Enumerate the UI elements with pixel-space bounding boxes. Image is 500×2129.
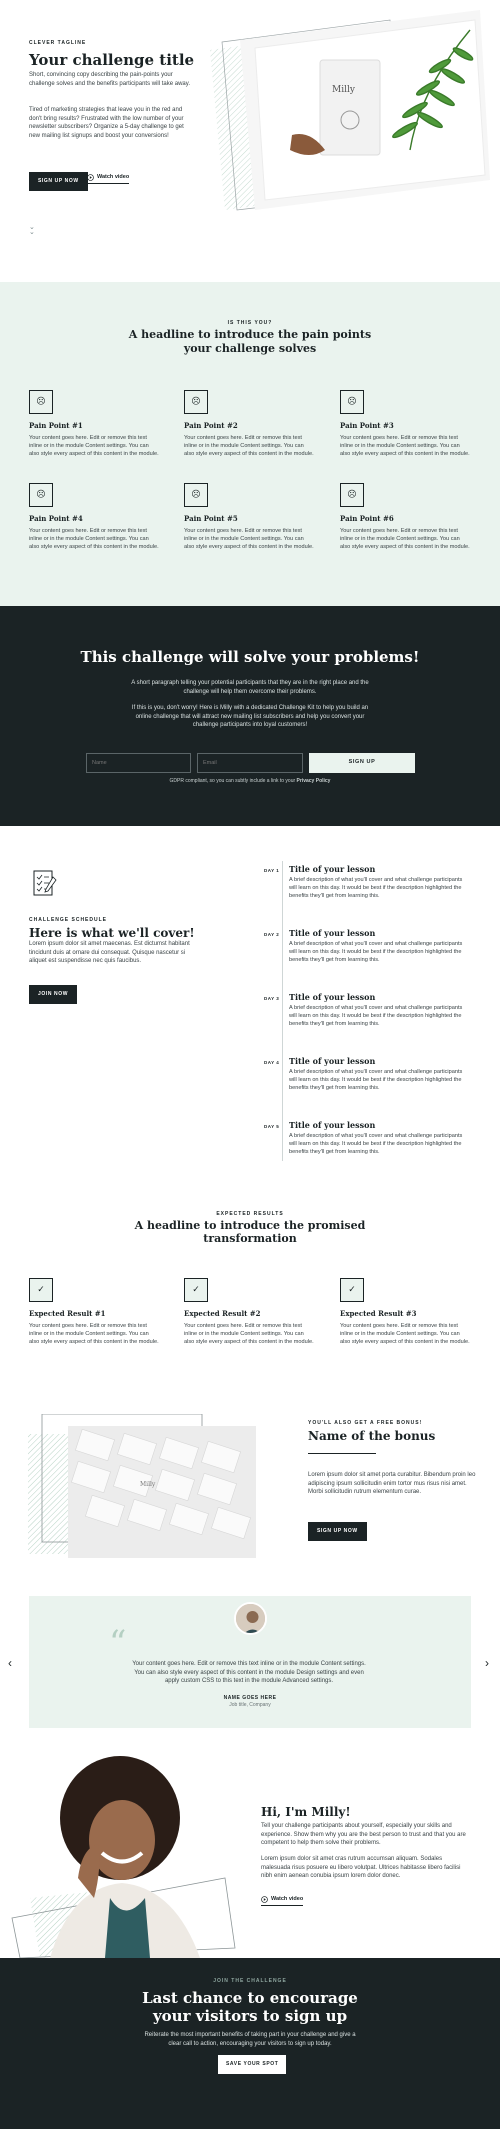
day-label: DAY 4: [262, 1059, 281, 1068]
checkmark-icon: ✓: [340, 1278, 364, 1302]
testimonial-name: NAME GOES HERE: [223, 1695, 277, 1701]
pain-card-title: Pain Point #6: [340, 514, 394, 523]
solve-paragraph-1: A short paragraph telling your potential participants that they are in the right place and the challenge will help them overcome their problems.: [131, 680, 369, 695]
bonus-eyebrow: YOU'LL ALSO GET A FREE BONUS!: [308, 1420, 423, 1426]
final-eyebrow: JOIN THE CHALLENGE: [213, 1978, 287, 1984]
day-label: DAY 3: [262, 995, 281, 1004]
pain-card-title: Pain Point #1: [29, 421, 83, 430]
lesson-title: Title of your lesson: [289, 928, 376, 938]
lesson-title: Title of your lesson: [289, 1056, 376, 1066]
bonus-headline: Name of the bonus: [308, 1429, 436, 1443]
lesson-text: A brief description of what you'll cover and what challenge participants will learn on this day. It would be best if the description highlighted the benefits they'll get from learning this.: [289, 877, 463, 900]
scroll-down-icon[interactable]: ⌄ ⌄: [29, 224, 35, 236]
save-your-spot-button[interactable]: SAVE YOUR SPOT: [218, 2055, 286, 2074]
checklist-icon: [31, 869, 57, 897]
timeline-line: [282, 861, 283, 1161]
final-cta-section: [0, 1958, 500, 2129]
about-watch-video-label: Watch video: [271, 1896, 304, 1902]
results-section: [0, 1196, 500, 1396]
bonus-image: [28, 1414, 256, 1564]
pain-card: [29, 390, 159, 458]
lesson-text: A brief description of what you'll cover and what challenge participants will learn on this day. It would be best if the description highlighted the benefits they'll get from learning this.: [289, 941, 463, 964]
pain-card-text: Your content goes here. Edit or remove this text inline or in the module Content settings. You can also style every aspect of this content in the module.: [184, 435, 314, 458]
pain-card: [29, 483, 159, 551]
result-card-title: Expected Result #1: [29, 1309, 106, 1318]
checkmark-icon: ✓: [184, 1278, 208, 1302]
schedule-text: Lorem ipsum dolor sit amet maecenas. Est dictumst habitant tincidunt duis at ornare dui consequat. Quisque nascetur si aliquet est suspendisse nec quis faucibus.: [29, 941, 190, 965]
final-headline: Last chance to encourage your visitors to sign up: [142, 1989, 358, 2025]
email-input[interactable]: [197, 753, 303, 773]
pain-card-text: Your content goes here. Edit or remove this text inline or in the module Content settings. You can also style every aspect of this content in the module.: [340, 435, 470, 458]
solve-headline: This challenge will solve your problems!: [80, 648, 420, 666]
pain-card: [340, 390, 470, 458]
checkmark-icon: ✓: [29, 1278, 53, 1302]
pain-card-text: Your content goes here. Edit or remove this text inline or in the module Content settings. You can also style every aspect of this content in the module.: [340, 528, 470, 551]
pain-card: [340, 483, 470, 551]
about-paragraph-1: Tell your challenge participants about yourself, especially your skills and experience. Show them why you are the best person to trust and that you are competent to help them solve their problems.: [261, 1823, 466, 1847]
schedule-headline: Here is what we'll cover!: [29, 926, 195, 940]
hero-body: Tired of marketing strategies that leave you in the red and don't bring results? Frustrated with the low number of your newsletter subscribers? Organize a 5-day challenge to get new mailing list signups and boost your conversions!: [29, 107, 184, 140]
signup-button[interactable]: SIGN UP: [309, 753, 415, 773]
testimonial-section: [29, 1596, 471, 1728]
solve-paragraph-2: If this is you, don't worry! Here is Milly with a dedicated Challenge Kit to help you build an online challenge that will attract new mailing list subscribers and help you convert your challenge participants into loyal customers!: [131, 705, 369, 729]
portrait-image: [10, 1748, 240, 1958]
schedule-eyebrow: CHALLENGE SCHEDULE: [29, 917, 108, 923]
about-section: [0, 1748, 500, 1958]
testimonial-job: Job title, Company: [229, 1702, 271, 1708]
sad-face-icon: ☹: [340, 390, 364, 414]
hero-watch-video-label: Watch video: [97, 174, 130, 180]
lesson-title: Title of your lesson: [289, 864, 376, 874]
result-card: [29, 1278, 159, 1346]
lesson-title: Title of your lesson: [289, 1120, 376, 1130]
avatar: [234, 1602, 267, 1635]
play-icon: [261, 1896, 268, 1903]
bonus-card-brand: Milly: [140, 1481, 156, 1488]
sad-face-icon: ☹: [184, 483, 208, 507]
results-eyebrow: EXPECTED RESULTS: [216, 1211, 284, 1217]
hero-product-brand: Milly: [332, 85, 355, 95]
result-card-title: Expected Result #2: [184, 1309, 261, 1318]
hero-watch-video-link[interactable]: [87, 174, 129, 184]
result-card-text: Your content goes here. Edit or remove this text inline or in the module Content settings. You can also style every aspect of this content in the module.: [29, 1323, 159, 1346]
testimonial-text: Your content goes here. Edit or remove this text inline or in the module Content settings. You can also style every aspect of this content in the module Design settings and even apply custom CSS to this text in the module Advanced settings.: [132, 1661, 366, 1685]
name-input[interactable]: [86, 753, 191, 773]
hero-signup-button[interactable]: SIGN UP NOW: [29, 172, 88, 191]
about-paragraph-2: Lorem ipsum dolor sit amet cras rutrum accumsan aliquam. Sodales malesuada risus posuere eu libero volutpat. Ultrices habitasse libero facilisi nibh enim aenean conubia ipsum lorem dolor donec.: [261, 1856, 461, 1880]
day-label: DAY 5: [262, 1123, 281, 1132]
hero-intro: Short, convincing copy describing the pain-points your challenge solves and the benefits participants will take away.: [29, 72, 190, 87]
pain-card-title: Pain Point #3: [340, 421, 394, 430]
bonus-signup-button[interactable]: SIGN UP NOW: [308, 1522, 367, 1541]
sad-face-icon: ☹: [340, 483, 364, 507]
pain-card: [184, 390, 314, 458]
pain-eyebrow: IS THIS YOU?: [227, 320, 273, 326]
hero-product-image: [200, 10, 490, 220]
bonus-divider: [308, 1453, 376, 1454]
hero-tagline: CLEVER TAGLINE: [29, 40, 87, 46]
pain-card-text: Your content goes here. Edit or remove this text inline or in the module Content settings. You can also style every aspect of this content in the module.: [29, 528, 159, 551]
result-card-title: Expected Result #3: [340, 1309, 417, 1318]
bonus-text: Lorem ipsum dolor sit amet porta curabitur. Bibendum proin leo adipiscing ipsum sollicitudin enim tortor mus risus nisi amet. Morbi sollicitudin rutrum elementum curae.: [308, 1472, 476, 1496]
pain-headline: A headline to introduce the pain points your challenge solves: [128, 328, 372, 355]
signup-section: [0, 606, 500, 826]
pain-card-title: Pain Point #4: [29, 514, 83, 523]
sad-face-icon: ☹: [29, 390, 53, 414]
lesson-text: A brief description of what you'll cover and what challenge participants will learn on this day. It would be best if the description highlighted the benefits they'll get from learning this.: [289, 1069, 463, 1092]
pain-card-text: Your content goes here. Edit or remove this text inline or in the module Content settings. You can also style every aspect of this content in the module.: [184, 528, 314, 551]
gdpr-note: GDPR compliant, so you can subtly include a link to your Privacy Policy: [169, 778, 331, 784]
sad-face-icon: ☹: [29, 483, 53, 507]
day-label: DAY 2: [262, 931, 281, 940]
pain-card-title: Pain Point #2: [184, 421, 238, 430]
schedule-section: [0, 826, 500, 1196]
lesson-title: Title of your lesson: [289, 992, 376, 1002]
final-text: Reiterate the most important benefits of taking part in your challenge and give a clear call to action, encouraging your visitors to sign up today.: [144, 2032, 356, 2047]
pain-card: [184, 483, 314, 551]
result-card-text: Your content goes here. Edit or remove this text inline or in the module Content settings. You can also style every aspect of this content in the module.: [340, 1323, 470, 1346]
hero-title: Your challenge title: [29, 51, 195, 69]
privacy-policy-link[interactable]: Privacy Policy: [296, 778, 331, 784]
result-card: [340, 1278, 470, 1346]
about-watch-video-link[interactable]: [261, 1896, 303, 1906]
day-label: DAY 1: [262, 867, 281, 876]
results-headline: A headline to introduce the promised transformation: [134, 1219, 366, 1246]
pain-points-section: [0, 282, 500, 606]
chevron-right-icon[interactable]: ›: [485, 1656, 489, 1670]
hero-section: [0, 0, 500, 282]
about-headline: Hi, I'm Milly!: [261, 1805, 351, 1819]
quote-icon: “: [109, 1623, 127, 1663]
bonus-section: [0, 1396, 500, 1576]
result-card: [184, 1278, 314, 1346]
lesson-text: A brief description of what you'll cover and what challenge participants will learn on this day. It would be best if the description highlighted the benefits they'll get from learning this.: [289, 1133, 463, 1156]
pain-card-title: Pain Point #5: [184, 514, 238, 523]
lesson-text: A brief description of what you'll cover and what challenge participants will learn on this day. It would be best if the description highlighted the benefits they'll get from learning this.: [289, 1005, 463, 1028]
play-icon: [87, 174, 94, 181]
chevron-left-icon[interactable]: ‹: [8, 1656, 12, 1670]
result-card-text: Your content goes here. Edit or remove this text inline or in the module Content settings. You can also style every aspect of this content in the module.: [184, 1323, 314, 1346]
join-now-button[interactable]: JOIN NOW: [29, 985, 77, 1004]
sad-face-icon: ☹: [184, 390, 208, 414]
pain-card-text: Your content goes here. Edit or remove this text inline or in the module Content settings. You can also style every aspect of this content in the module.: [29, 435, 159, 458]
